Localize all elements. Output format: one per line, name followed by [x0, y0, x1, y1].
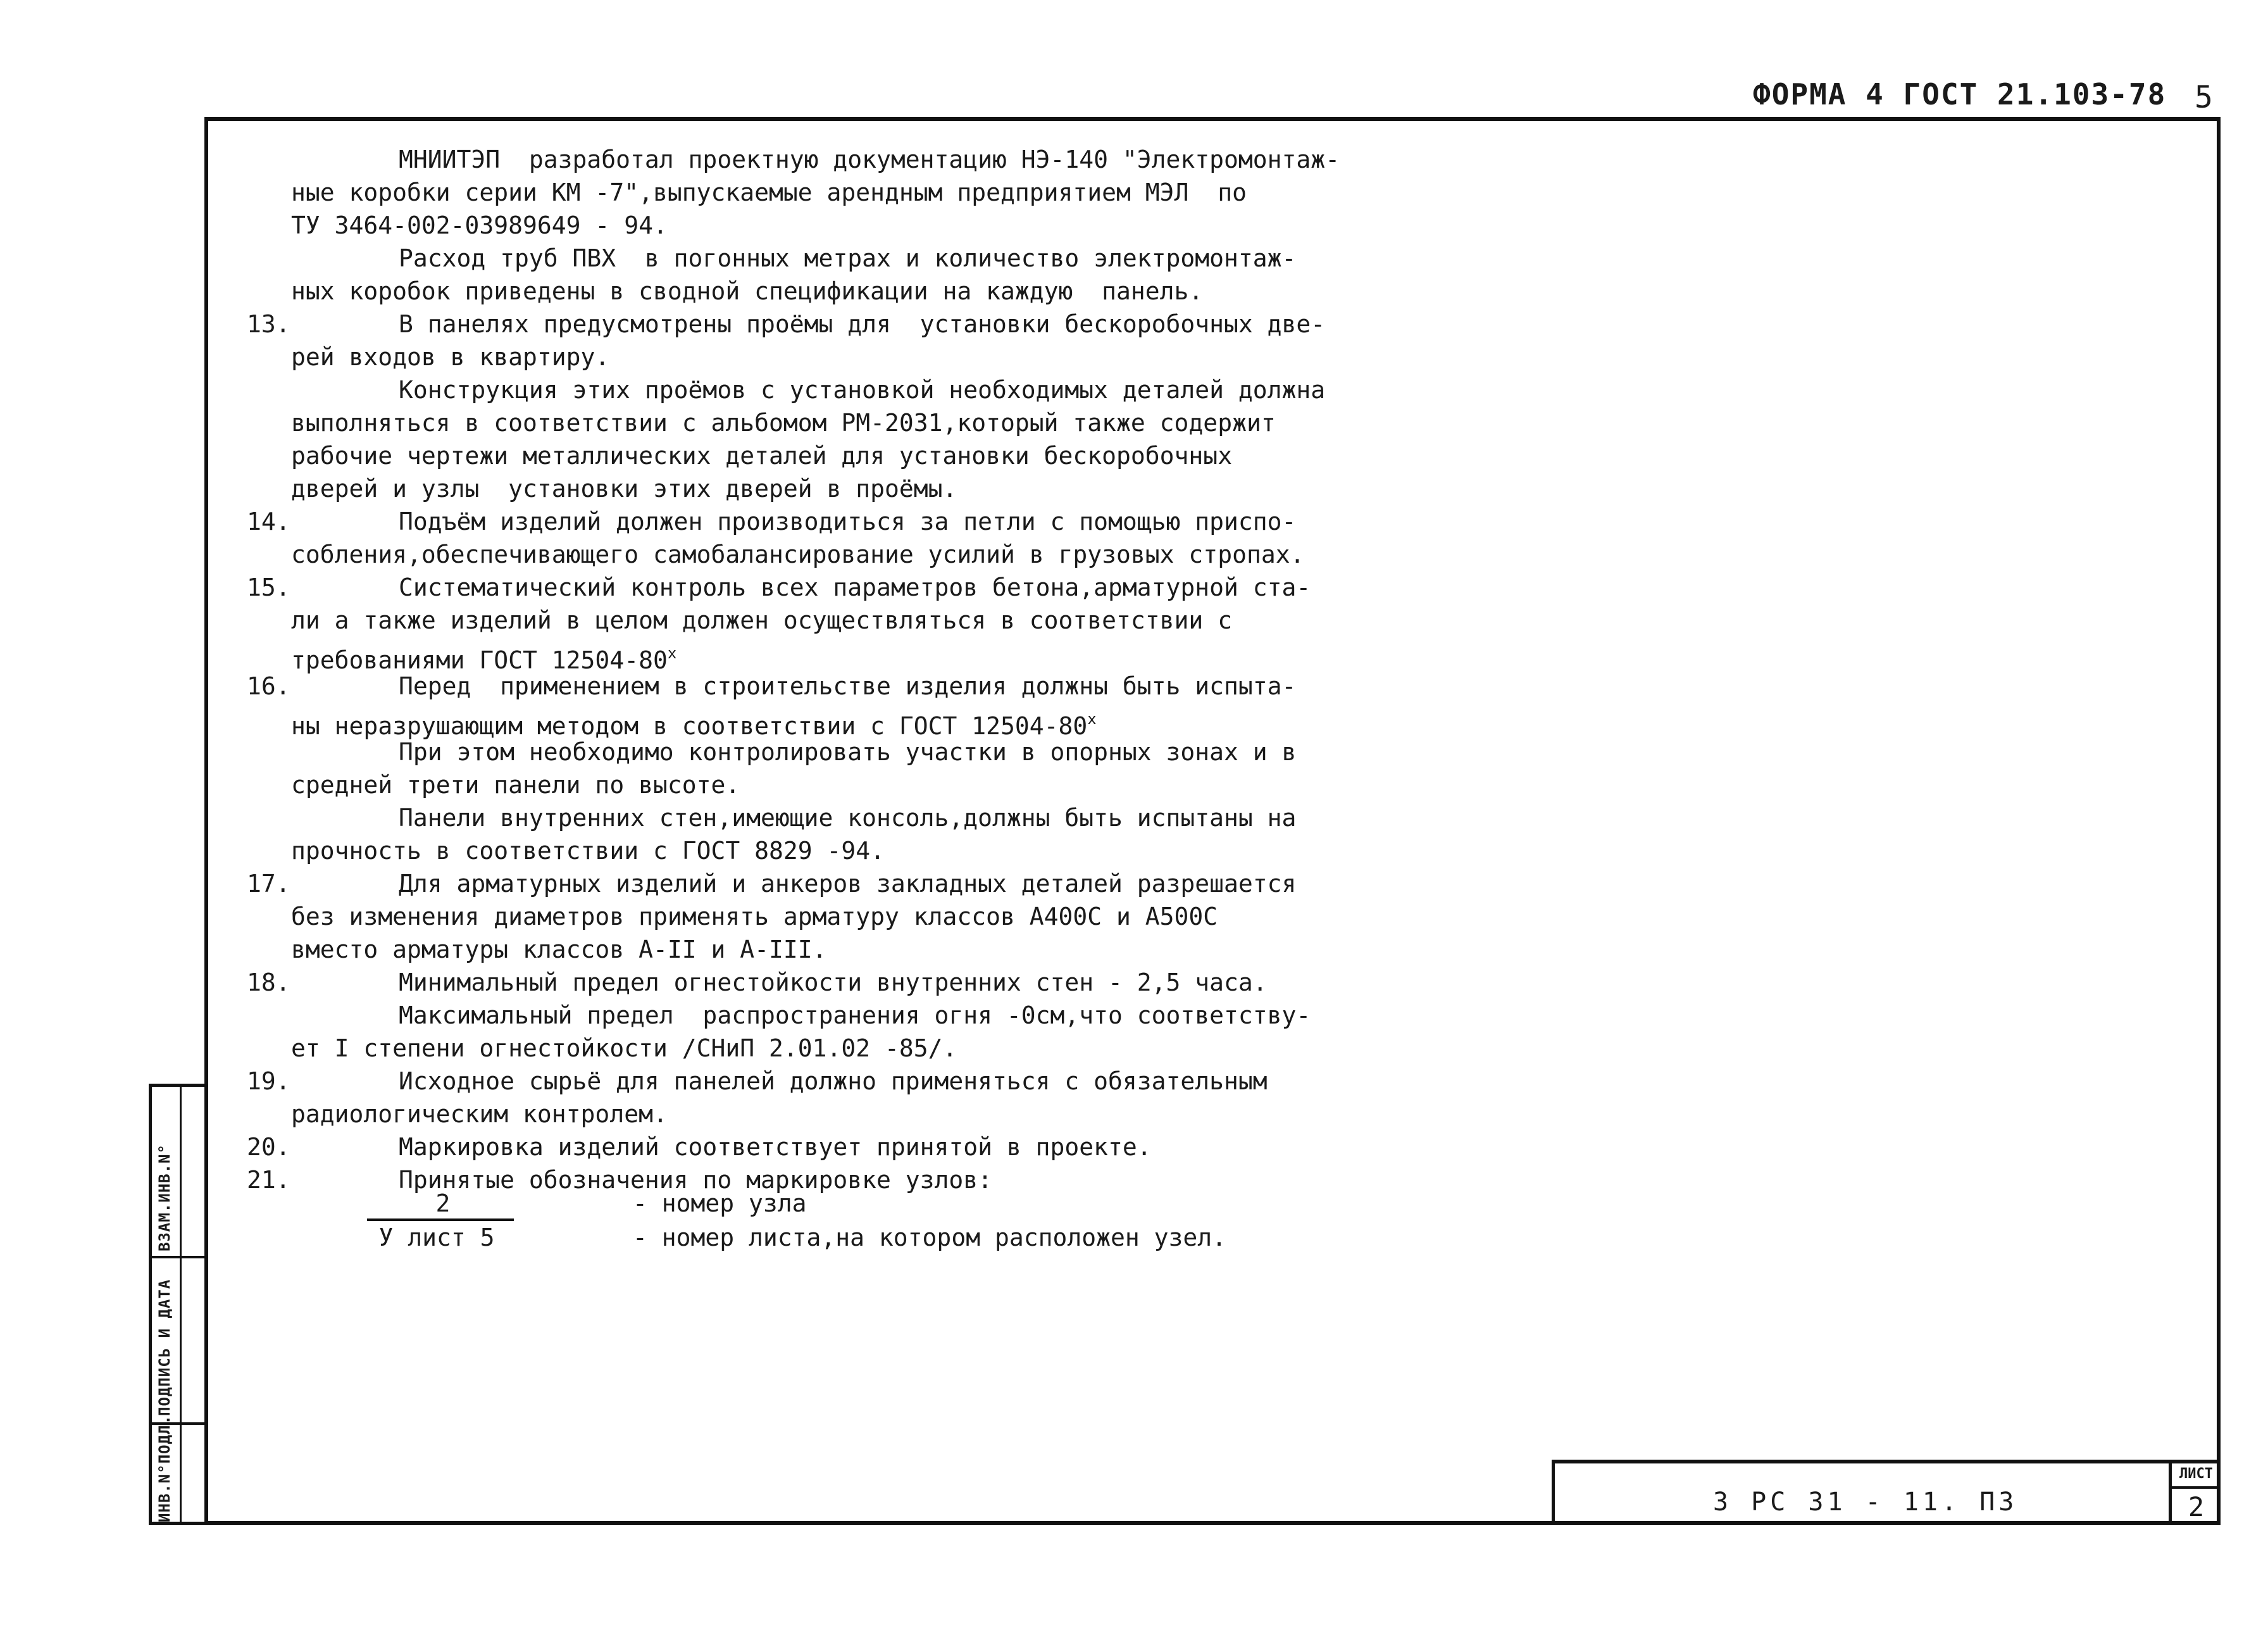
line-text: Подъём изделий должен производиться за петли с помощью приспо-	[399, 508, 1297, 536]
legend-numerator-desc: - номер узла	[633, 1189, 807, 1217]
side-stamp-strip	[149, 1084, 204, 1525]
text-line	[399, 736, 1296, 768]
side-strip-inv-podl: ИНВ.N°ПОДЛ.	[156, 1415, 173, 1522]
item-number: 15.	[247, 573, 290, 601]
text-line	[291, 604, 1232, 637]
line-text: Исходное сырьё для панелей должно применяться с обязательным	[399, 1067, 1268, 1095]
item-number: 13.	[247, 310, 290, 338]
text-line	[399, 143, 1340, 176]
line-text: Максимальный предел распространения огня -0см,что соответству-	[399, 1001, 1311, 1029]
line-text: без изменения диаметров применять арматуру классов А400С и А500С	[291, 903, 1218, 930]
text-line	[399, 242, 1296, 275]
item-number: 21.	[247, 1166, 290, 1194]
text-line	[399, 1131, 1152, 1163]
line-text: Принятые обозначения по маркировке узлов:	[399, 1166, 992, 1194]
legend-denominator-desc: - номер листа,на котором расположен узел.	[633, 1224, 1226, 1251]
item-number: 14.	[247, 508, 290, 536]
item-number: 16.	[247, 672, 290, 700]
text-line	[399, 966, 1268, 999]
sheet-number: 2	[2188, 1491, 2205, 1522]
legend-numerator: 2	[435, 1189, 451, 1217]
text-line	[291, 472, 957, 505]
line-text: требованиями ГОСТ 12504-80	[291, 646, 668, 674]
text-line	[399, 308, 1325, 341]
line-text: рей входов в квартиру.	[291, 343, 610, 371]
line-text: выполняться в соответствии с альбомом РМ-2031,который также содержит	[291, 409, 1276, 437]
line-text: ТУ 3464-002-03989649 - 94.	[291, 211, 668, 239]
sheet-cell	[2169, 1463, 2221, 1525]
text-line	[291, 900, 1218, 933]
line-text: Перед применением в строительстве изделия должны быть испыта-	[399, 672, 1297, 700]
form-label: ФОРМА 4 ГОСТ 21.103-78	[1753, 77, 2167, 111]
line-text: рабочие чертежи металлических деталей для установки бескоробочных	[291, 442, 1233, 470]
superscript-mark: х	[1087, 710, 1097, 728]
text-line	[291, 1098, 668, 1131]
item-number: 20.	[247, 1133, 290, 1161]
line-text: ных коробок приведены в сводной спецификации на каждую панель.	[291, 277, 1204, 305]
text-line	[399, 505, 1296, 538]
line-text: ет I степени огнестойкости /СНиП 2.01.02 -85/.	[291, 1034, 957, 1062]
text-line	[399, 1065, 1268, 1098]
text-line	[399, 867, 1296, 900]
sheet-label: ЛИСТ	[2172, 1463, 2221, 1489]
line-text: Конструкция этих проёмов с установкой необходимых деталей должна	[399, 376, 1326, 404]
text-line	[291, 341, 609, 373]
superscript-mark: х	[667, 644, 677, 662]
item-number: 19.	[247, 1067, 290, 1095]
line-text: Расход труб ПВХ в погонных метрах и количество электромонтаж-	[399, 244, 1297, 272]
line-text: Маркировка изделий соответствует принятой в проекте.	[399, 1133, 1152, 1161]
side-strip-vzam-inv: ВЗАМ.ИНВ.N°	[156, 1144, 173, 1251]
text-line	[291, 275, 1203, 308]
text-line	[291, 1032, 957, 1065]
title-block	[1552, 1460, 2221, 1525]
text-line	[291, 933, 826, 966]
side-strip-signature-date: ПОДПИСЬ И ДАТА	[156, 1279, 173, 1416]
line-text: ные коробки серии КМ -7",выпускаемые арендным предприятием МЭЛ по	[291, 179, 1247, 206]
side-strip-divider	[152, 1256, 204, 1258]
line-text: Панели внутренних стен,имеющие консоль,должны быть испытаны на	[399, 804, 1297, 832]
line-text: МНИИТЭП разработал проектную документацию НЭ-140 "Электромонтаж-	[399, 146, 1340, 173]
text-line	[291, 834, 885, 867]
page-number: 5	[2195, 80, 2214, 115]
text-line	[399, 571, 1311, 604]
legend-fraction-rule	[367, 1218, 514, 1221]
line-text: прочность в соответствии с ГОСТ 8829 -94.	[291, 837, 885, 865]
text-line	[291, 209, 668, 242]
legend-denominator: У лист 5	[378, 1224, 495, 1251]
text-line	[399, 373, 1325, 406]
text-line	[291, 439, 1232, 472]
line-text: вместо арматуры классов А-II и А-III.	[291, 936, 827, 963]
line-text: При этом необходимо контролировать участки в опорных зонах и в	[399, 738, 1297, 766]
text-line	[291, 538, 1304, 571]
line-text: средней трети панели по высоте.	[291, 771, 740, 799]
line-text: радиологическим контролем.	[291, 1100, 668, 1128]
line-text: Для арматурных изделий и анкеров закладных деталей разрешается	[399, 870, 1297, 898]
line-text: дверей и узлы установки этих дверей в проёмы.	[291, 475, 957, 503]
item-number: 18.	[247, 968, 290, 996]
line-text: собления,обеспечивающего самобалансирование усилий в грузовых стропах.	[291, 541, 1305, 568]
side-strip-column-divider	[180, 1087, 182, 1522]
document-code: 3 РС 31 - 11. ПЗ	[1713, 1488, 2018, 1517]
text-line	[291, 768, 740, 801]
line-text: ли а также изделий в целом должен осуществляться в соответствии с	[291, 606, 1233, 634]
text-line	[291, 176, 1247, 209]
text-line	[399, 999, 1311, 1032]
line-text: Минимальный предел огнестойкости внутренних стен - 2,5 часа.	[399, 968, 1268, 996]
item-number: 17.	[247, 870, 290, 898]
text-line	[399, 670, 1296, 703]
line-text: В панелях предусмотрены проёмы для установки бескоробочных две-	[399, 310, 1326, 338]
line-text: Систематический контроль всех параметров бетона,арматурной ста-	[399, 573, 1311, 601]
line-text: ны неразрушающим методом в соответствии с ГОСТ 12504-80	[291, 712, 1088, 740]
text-line	[399, 801, 1296, 834]
text-line	[291, 406, 1276, 439]
